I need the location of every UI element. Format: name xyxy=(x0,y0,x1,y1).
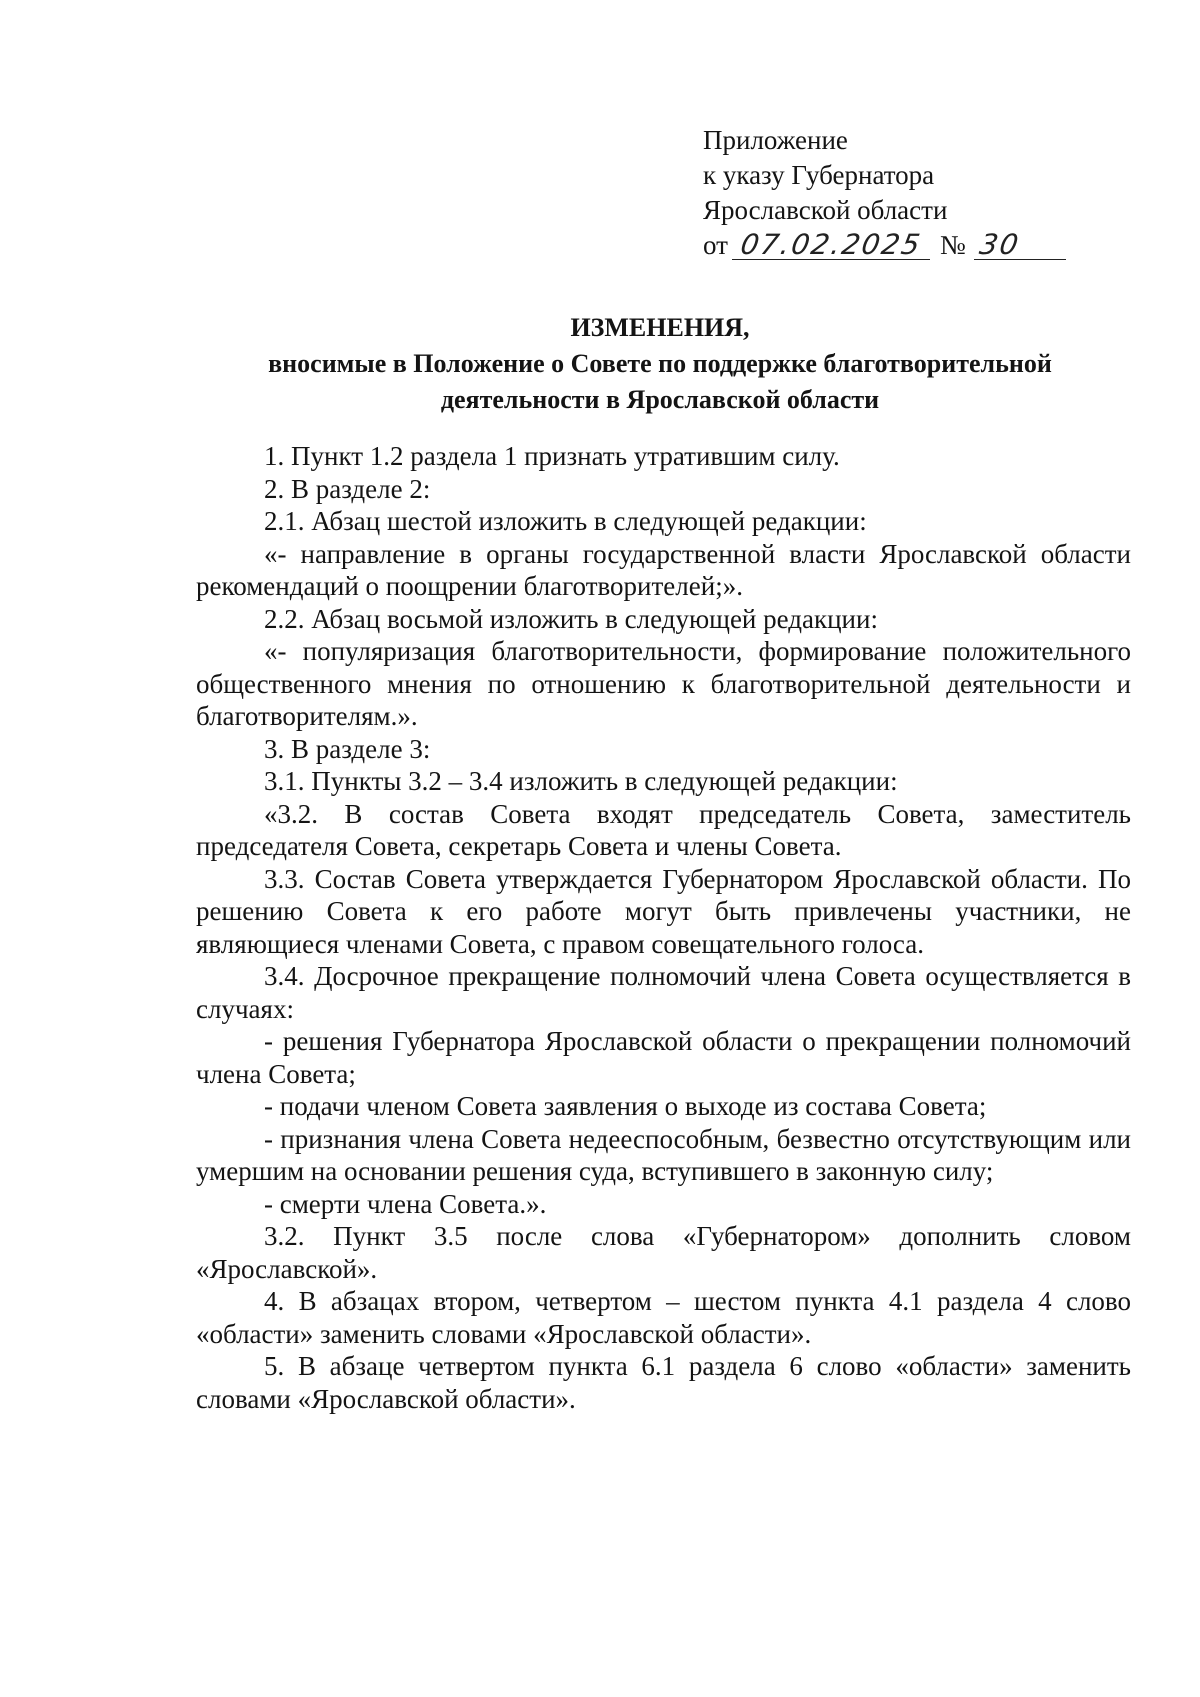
paragraph: 3.2. Пункт 3.5 после слова «Губернатором» дополнить словом «Ярославской». xyxy=(196,1221,1131,1284)
paragraph: «3.2. В состав Совета входят председатель Совета, заместитель председателя Совета, секретарь Совета и члены Совета. xyxy=(196,798,1131,861)
date-prefix: от xyxy=(703,230,728,260)
paragraph: «- популяризация благотворительности, формирование положительного общественного мнения по отношению к благотворительной деятельности и благотворителям.». xyxy=(196,636,1131,731)
paragraph: 3.4. Досрочное прекращение полномочий члена Совета осуществляется в случаях: xyxy=(196,961,1131,1024)
paragraph: 3.1. Пункты 3.2 – 3.4 изложить в следующей редакции: xyxy=(264,766,898,796)
paragraph: 2.2. Абзац восьмой изложить в следующей редакции: xyxy=(264,603,878,634)
paragraph: 4. В абзацах втором, четвертом – шестом пункта 4.1 раздела 4 слово «области» заменить словами «Ярославской области». xyxy=(196,1286,1131,1349)
annex-line-3: Ярославской области xyxy=(703,195,948,225)
title-heading: ИЗМЕНЕНИЯ, xyxy=(570,313,750,342)
number-sign: № xyxy=(939,230,966,260)
paragraph: 2. В разделе 2: xyxy=(264,473,431,504)
annex-line-1: Приложение xyxy=(703,125,848,155)
handwritten-number: 30 xyxy=(976,228,1023,261)
paragraph: 1. Пункт 1.2 раздела 1 признать утратившим силу. xyxy=(264,441,840,471)
document-title xyxy=(190,310,1130,418)
document-body xyxy=(196,440,1131,1415)
paragraph: - подачи членом Совета заявления о выходе из состава Совета; xyxy=(264,1091,987,1121)
title-subtitle-line-1: вносимые в Положение о Совете по поддержке благотворительной xyxy=(268,349,1052,378)
annex-line-2: к указу Губернатора xyxy=(703,160,935,190)
paragraph: «- направление в органы государственной власти Ярославской области рекомендаций о поощрении благотворителей;». xyxy=(196,538,1131,601)
handwritten-date: 07.02.2025 xyxy=(737,228,925,261)
title-subtitle-line-2: деятельности в Ярославской области xyxy=(440,385,880,414)
annex-date-line xyxy=(703,228,1066,263)
paragraph: 3. В разделе 3: xyxy=(264,733,431,764)
paragraph: - признания члена Совета недееспособным, безвестно отсутствующим или умершим на основании решения суда, вступившего в законную силу; xyxy=(196,1123,1131,1186)
paragraph: - решения Губернатора Ярославской области о прекращении полномочий члена Совета; xyxy=(196,1026,1131,1089)
paragraph: 5. В абзаце четвертом пункта 6.1 раздела 6 слово «области» заменить словами «Ярославской области». xyxy=(196,1351,1131,1414)
date-field xyxy=(732,228,930,261)
number-field xyxy=(974,228,1066,261)
paragraph: - смерти члена Совета.». xyxy=(264,1188,547,1219)
annex-header xyxy=(703,123,1066,263)
paragraph: 2.1. Абзац шестой изложить в следующей редакции: xyxy=(264,506,867,536)
paragraph: 3.3. Состав Совета утверждается Губернатором Ярославской области. По решению Совета к его работе могут быть привлечены участники, не являющиеся членами Совета, с правом совещательного голоса. xyxy=(196,863,1131,959)
